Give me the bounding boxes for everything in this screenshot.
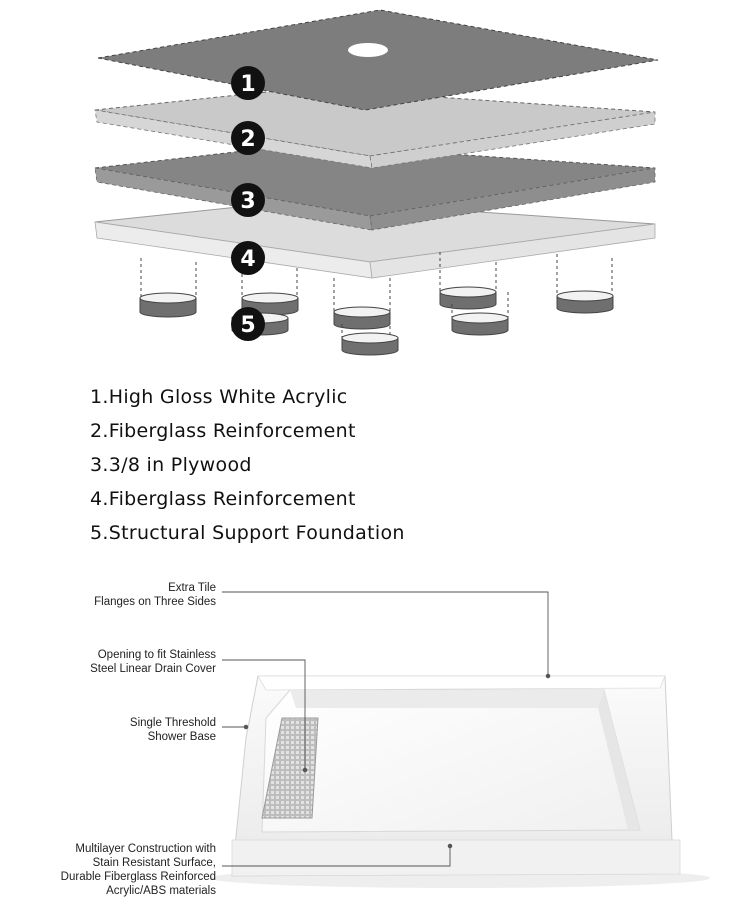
legend-item-2: 2.Fiberglass Reinforcement	[90, 420, 356, 442]
callout-line: Acrylic/ABS materials	[106, 885, 216, 897]
callout-line: Extra Tile	[168, 582, 216, 594]
support-foot	[334, 278, 390, 338]
support-foot	[140, 258, 196, 317]
pan-basin	[262, 690, 640, 832]
callout-line: Flanges on Three Sides	[94, 596, 216, 608]
callout-drain	[90, 648, 216, 676]
number-badge-label: 4	[240, 247, 256, 272]
callout-line: Multilayer Construction with	[75, 843, 216, 855]
number-badge	[231, 241, 265, 275]
shower-pan	[210, 676, 710, 888]
legend-item-5: 5.Structural Support Foundation	[90, 522, 405, 544]
callout-line: Single Threshold	[129, 717, 216, 729]
number-badge-label: 2	[240, 127, 256, 152]
number-badge-label: 3	[240, 189, 256, 214]
number-badge	[231, 307, 265, 341]
layer-legend	[90, 380, 405, 550]
number-badge	[231, 66, 265, 100]
callout-flanges	[94, 581, 216, 609]
layer-1-sheet	[98, 10, 658, 110]
callout-line: Shower Base	[147, 731, 216, 743]
support-foot	[557, 254, 613, 313]
legend-item-4: 4.Fiberglass Reinforcement	[90, 488, 356, 510]
drain-hole	[348, 43, 388, 57]
callout-construction	[61, 842, 216, 898]
leader-flanges	[222, 592, 548, 676]
number-badge	[231, 183, 265, 217]
callout-line: Durable Fiberglass Reinforced	[60, 871, 216, 883]
callout-line: Steel Linear Drain Cover	[90, 663, 216, 675]
callout-line: Opening to fit Stainless	[97, 649, 216, 661]
callout-threshold	[130, 716, 216, 744]
callout-line: Stain Resistant Surface,	[92, 857, 216, 869]
number-badge-label: 5	[240, 313, 256, 338]
number-badge-label: 1	[240, 72, 256, 97]
number-badge	[231, 121, 265, 155]
legend-item-3: 3.3/8 in Plywood	[90, 454, 252, 476]
exploded-layers	[95, 10, 658, 355]
legend-item-1: 1.High Gloss White Acrylic	[90, 386, 348, 408]
